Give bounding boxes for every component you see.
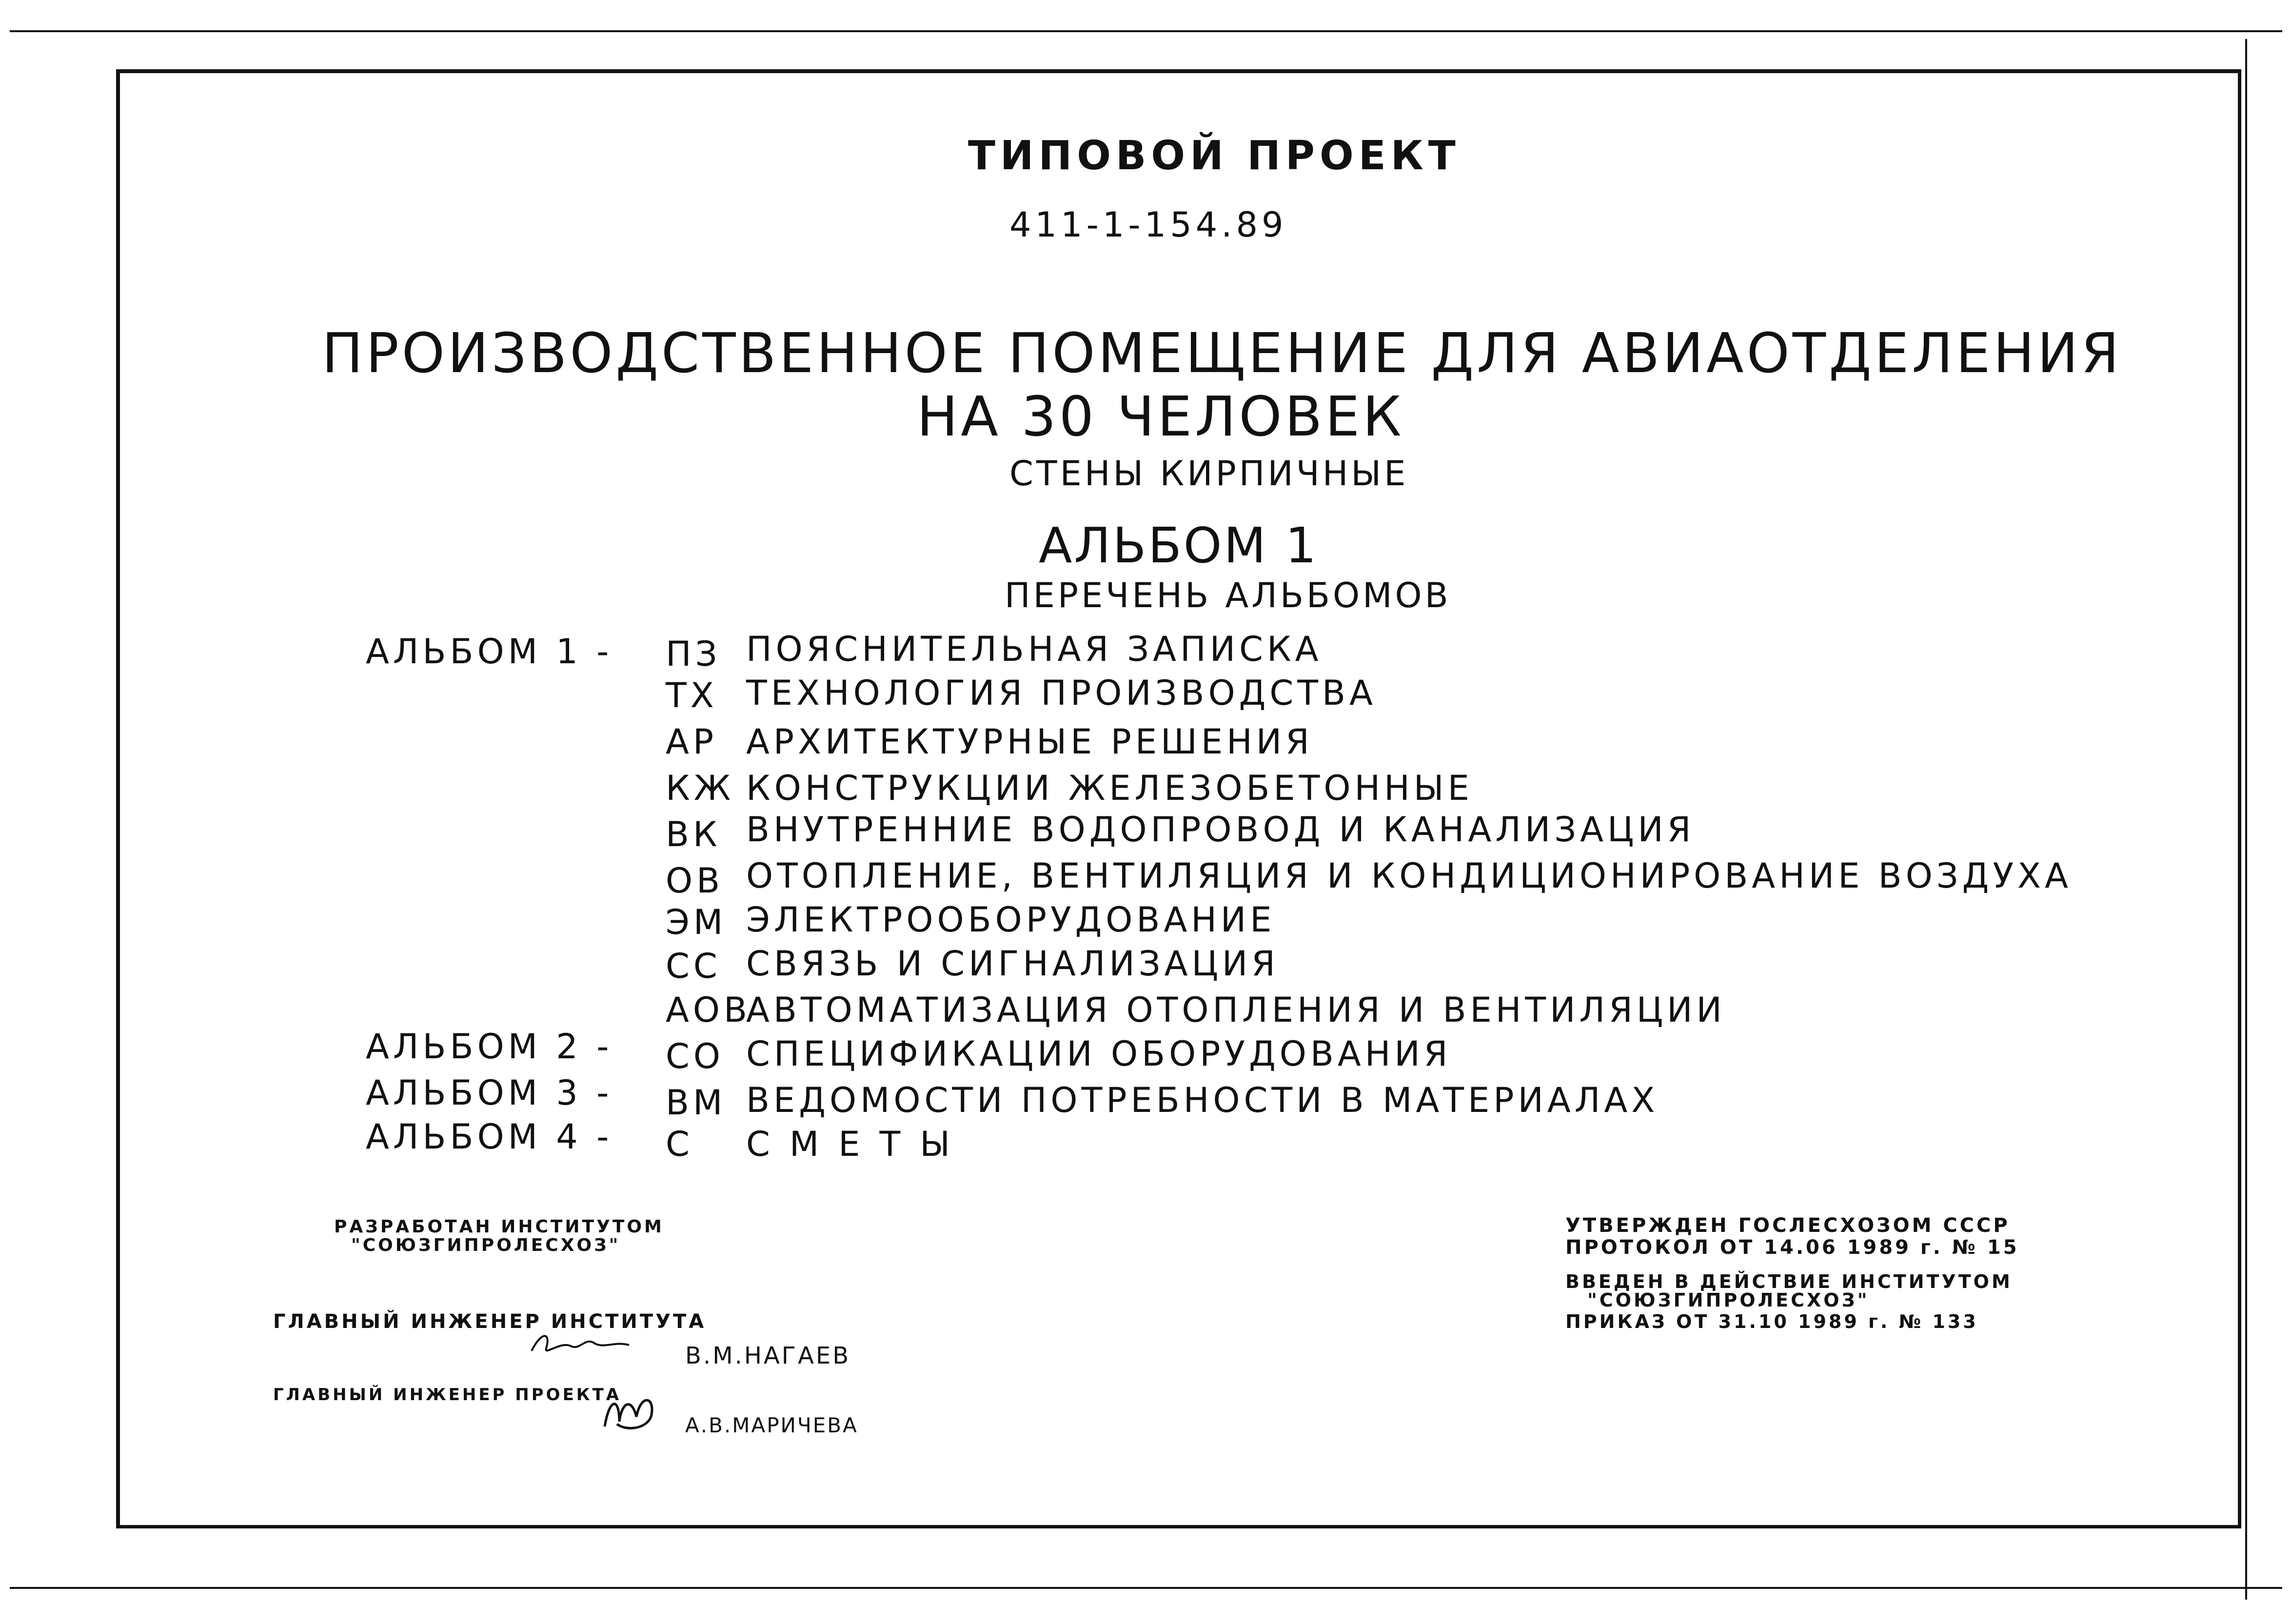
section-name: ВНУТРЕННИЕ ВОДОПРОВОД И КАНАЛИЗАЦИЯ (746, 810, 1695, 850)
main-title-line1: ПРОИЗВОДСТВЕННОЕ ПОМЕЩЕНИЕ ДЛЯ АВИАОТДЕЛЕНИЯ (322, 322, 2122, 385)
approval-line4: "СОЮЗГИПРОЛЕСХОЗ" (1587, 1289, 1870, 1311)
chief-engineer-signature (527, 1327, 644, 1361)
approval-line2: ПРОТОКОЛ ОТ 14.06 1989 г. № 15 (1565, 1236, 2019, 1259)
section-name: ВЕДОМОСТИ ПОТРЕБНОСТИ В МАТЕРИАЛАХ (746, 1080, 1659, 1120)
section-code: ВК (666, 814, 721, 854)
bottom-cut-line (10, 1587, 2282, 1589)
album-number: АЛЬБОМ 1 (1039, 517, 1319, 574)
developer-line2: "СОЮЗГИПРОЛЕСХОЗ" (351, 1235, 621, 1255)
series-label: ТИПОВОЙ ПРОЕКТ (968, 133, 1461, 179)
album-label: АЛЬБОМ 2 - (366, 1027, 613, 1067)
section-code: КЖ (666, 768, 735, 808)
album-label: АЛЬБОМ 4 - (366, 1117, 613, 1157)
section-code: ПЗ (666, 634, 721, 674)
section-code: АР (666, 722, 718, 762)
section-code: ЭМ (666, 902, 727, 942)
section-name: КОНСТРУКЦИИ ЖЕЛЕЗОБЕТОННЫЕ (746, 768, 1473, 808)
section-code: АОВ (666, 990, 751, 1030)
section-code: С (666, 1124, 693, 1164)
section-name: СВЯЗЬ И СИГНАЛИЗАЦИЯ (746, 944, 1279, 984)
section-code: ОВ (666, 861, 724, 901)
right-cut-line (2245, 39, 2247, 1600)
top-cut-line (10, 30, 2282, 32)
approval-line3: ВВЕДЕН В ДЕЙСТВИЕ ИНСТИТУТОМ (1565, 1271, 2013, 1292)
album-label: АЛЬБОМ 1 - (366, 632, 613, 672)
project-engineer-name: А.В.МАРИЧЕВА (685, 1413, 858, 1437)
developer-line1: РАЗРАБОТАН ИНСТИТУТОМ (334, 1217, 664, 1237)
walls-type: СТЕНЫ КИРПИЧНЫЕ (1009, 454, 1409, 494)
section-code: ТХ (666, 675, 718, 715)
section-code: СО (666, 1036, 724, 1076)
section-name: ТЕХНОЛОГИЯ ПРОИЗВОДСТВА (746, 673, 1377, 713)
section-name: ПОЯСНИТЕЛЬНАЯ ЗАПИСКА (746, 629, 1323, 669)
approval-line1: УТВЕРЖДЕН ГОСЛЕСХОЗОМ СССР (1565, 1214, 2010, 1237)
album-label: АЛЬБОМ 3 - (366, 1073, 613, 1113)
approval-line5: ПРИКАЗ ОТ 31.10 1989 г. № 133 (1565, 1311, 1978, 1332)
section-code: ВМ (666, 1083, 727, 1123)
section-name: АРХИТЕКТУРНЫЕ РЕШЕНИЯ (746, 722, 1313, 762)
section-name: ОТОПЛЕНИЕ, ВЕНТИЛЯЦИЯ И КОНДИЦИОНИРОВАНИЕ ВОЗДУХА (746, 856, 2072, 896)
chief-engineer-name: В.М.НАГАЕВ (685, 1342, 851, 1369)
album-list-heading: ПЕРЕЧЕНЬ АЛЬБОМОВ (1005, 575, 1451, 615)
project-code: 411-1-154.89 (1009, 205, 1287, 245)
project-engineer-label: ГЛАВНЫЙ ИНЖЕНЕР ПРОЕКТА (273, 1385, 622, 1405)
section-name: АВТОМАТИЗАЦИЯ ОТОПЛЕНИЯ И ВЕНТИЛЯЦИИ (746, 990, 1726, 1030)
chief-engineer-label: ГЛАВНЫЙ ИНЖЕНЕР ИНСТИТУТА (273, 1310, 707, 1333)
section-name: СМЕТЫ (746, 1124, 970, 1164)
section-name: ЭЛЕКТРООБОРУДОВАНИЕ (746, 900, 1276, 940)
project-engineer-signature (597, 1383, 675, 1436)
main-title-line2: НА 30 ЧЕЛОВЕК (917, 385, 1404, 449)
section-code: СС (666, 946, 721, 986)
section-name: СПЕЦИФИКАЦИИ ОБОРУДОВАНИЯ (746, 1034, 1452, 1074)
